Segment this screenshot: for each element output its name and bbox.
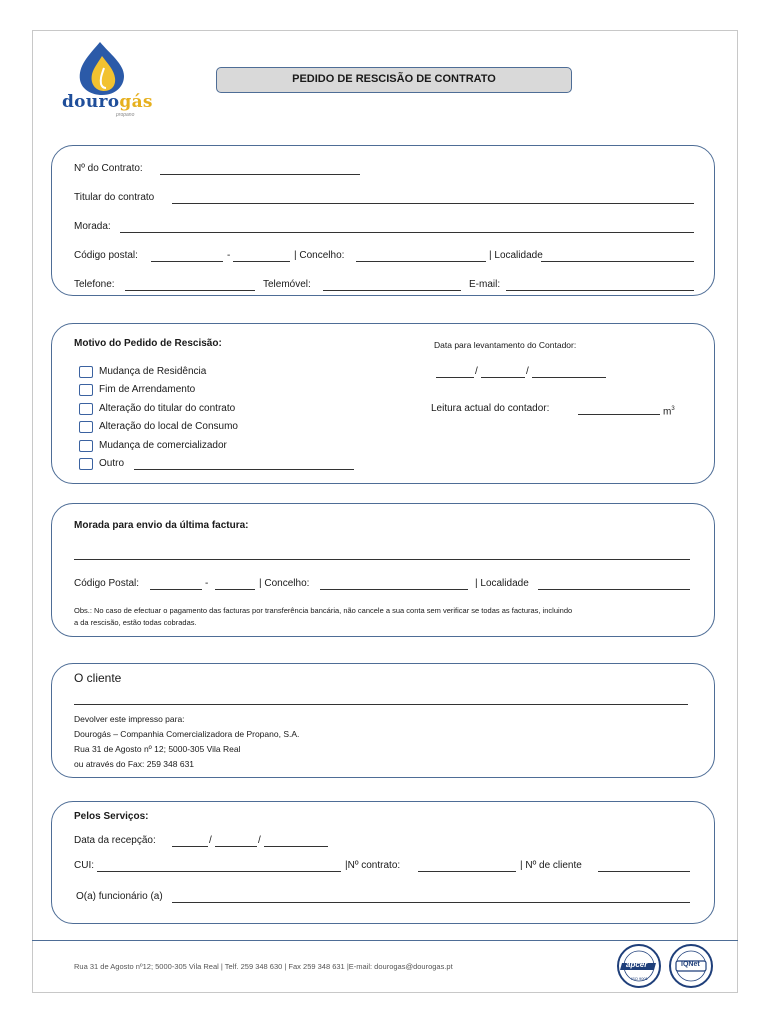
removal-year-field[interactable]	[532, 377, 606, 378]
option-label: Alteração do local de Consumo	[99, 421, 238, 432]
iso-label: ISO 9001	[631, 976, 648, 981]
postal-code-label: Código postal:	[74, 250, 138, 261]
invoice-locality-field[interactable]	[538, 589, 690, 590]
checkbox-supplier-change[interactable]	[79, 440, 93, 452]
footer-divider	[32, 940, 738, 941]
observation-note-line1: Obs.: No caso de efectuar o pagamento das facturas por transferência bancária, não cancele a sua conta sem verificar se todas as facturas, incluindo	[74, 606, 573, 615]
email-field[interactable]	[506, 290, 694, 291]
client-signature-field[interactable]	[74, 704, 688, 705]
reception-day-field[interactable]	[172, 846, 208, 847]
contract-details-section	[51, 145, 715, 296]
company-address: Rua 31 de Agosto nº 12; 5000-305 Vila Real	[74, 744, 241, 754]
date-separator: /	[475, 366, 478, 377]
option-label: Alteração do titular do contrato	[99, 403, 236, 414]
meter-reading-label: Leitura actual do contador:	[431, 403, 550, 414]
municipality-label: | Concelho:	[259, 578, 310, 589]
invoice-address-heading: Morada para envio da última factura:	[74, 520, 249, 531]
cui-label: CUI:	[74, 860, 94, 871]
return-to-label: Devolver este impresso para:	[74, 714, 185, 724]
municipality-label: | Concelho:	[294, 250, 345, 261]
cui-field[interactable]	[97, 871, 341, 872]
removal-day-field[interactable]	[436, 377, 474, 378]
postal-code-label: Código Postal:	[74, 578, 140, 589]
logo-wordmark: dourogás	[62, 92, 153, 112]
contract-number-label: Nº do Contrato:	[74, 163, 143, 174]
postal-code-field-1[interactable]	[151, 261, 223, 262]
mobile-field[interactable]	[323, 290, 461, 291]
municipality-field[interactable]	[356, 261, 486, 262]
apcer-certification-seal	[614, 943, 664, 989]
invoice-postal-code-field-2[interactable]	[215, 589, 255, 590]
meter-reading-field[interactable]	[578, 414, 660, 415]
option-label: Fim de Arrendamento	[99, 384, 196, 395]
company-name: Dourogás – Companhia Comercializadora de Propano, S.A.	[74, 729, 300, 739]
date-separator: /	[209, 835, 212, 846]
locality-field[interactable]	[541, 261, 694, 262]
reception-month-field[interactable]	[215, 846, 257, 847]
iqnet-label: IQNet	[681, 961, 700, 968]
contract-number-label: |Nº contrato:	[345, 860, 401, 871]
option-label: Outro	[99, 458, 125, 469]
office-contract-number-field[interactable]	[418, 871, 516, 872]
checkbox-consumption-site-change[interactable]	[79, 421, 93, 433]
apcer-label: apcer	[626, 960, 648, 969]
reception-year-field[interactable]	[264, 846, 328, 847]
email-label: E-mail:	[469, 279, 501, 290]
postal-code-dash: -	[205, 578, 209, 589]
phone-field[interactable]	[125, 290, 255, 291]
phone-label: Telefone:	[74, 279, 115, 290]
option-label: Mudança de comercializador	[99, 440, 227, 451]
holder-label: Titular do contrato	[74, 192, 155, 203]
checkbox-holder-change[interactable]	[79, 403, 93, 415]
removal-month-field[interactable]	[481, 377, 525, 378]
footer-contact: Rua 31 de Agosto nº12; 5000-305 Vila Real | Telf. 259 348 630 | Fax 259 348 631 |E-mail: dourogas@dourogas.pt	[74, 962, 453, 971]
cubic-meter-unit: $m^3$	[663, 406, 675, 418]
date-separator: /	[258, 835, 261, 846]
invoice-address-field[interactable]	[74, 559, 690, 560]
contract-number-field[interactable]	[160, 174, 360, 175]
invoice-postal-code-field-1[interactable]	[150, 589, 202, 590]
locality-label: | Localidade	[489, 250, 543, 261]
option-label: Mudança de Residência	[99, 366, 207, 377]
holder-field[interactable]	[172, 203, 694, 204]
employee-label: O(a) funcionário (a)	[76, 891, 163, 902]
postal-code-dash: -	[227, 250, 231, 261]
client-number-field[interactable]	[598, 871, 690, 872]
mobile-label: Telemóvel:	[263, 279, 311, 290]
observation-note-line2: a da rescisão, estão todas cobradas.	[74, 618, 197, 627]
logo-subtitle: propano	[116, 112, 135, 118]
postal-code-field-2[interactable]	[233, 261, 290, 262]
checkbox-residence-change[interactable]	[79, 366, 93, 378]
meter-removal-date-label: Data para levantamento do Contador:	[434, 340, 577, 350]
locality-label: | Localidade	[475, 578, 529, 589]
dourogas-logo	[62, 40, 152, 122]
date-separator: /	[526, 366, 529, 377]
company-fax: ou através do Fax: 259 348 631	[74, 759, 195, 769]
employee-field[interactable]	[172, 902, 690, 903]
invoice-municipality-field[interactable]	[320, 589, 468, 590]
checkbox-other[interactable]	[79, 458, 93, 470]
reception-date-label: Data da recepção:	[74, 835, 156, 846]
iqnet-certification-seal	[666, 943, 716, 989]
checkbox-lease-end[interactable]	[79, 384, 93, 396]
document-title: PEDIDO DE RESCISÃO DE CONTRATO	[216, 67, 572, 93]
office-use-heading: Pelos Serviços:	[74, 811, 149, 822]
flame-icon	[70, 40, 140, 96]
other-reason-field[interactable]	[134, 469, 354, 470]
address-label: Morada:	[74, 221, 111, 232]
client-heading: O cliente	[74, 671, 122, 685]
address-field[interactable]	[120, 232, 694, 233]
client-number-label: | Nº de cliente	[520, 860, 582, 871]
reason-heading: Motivo do Pedido de Rescisão:	[74, 338, 222, 349]
